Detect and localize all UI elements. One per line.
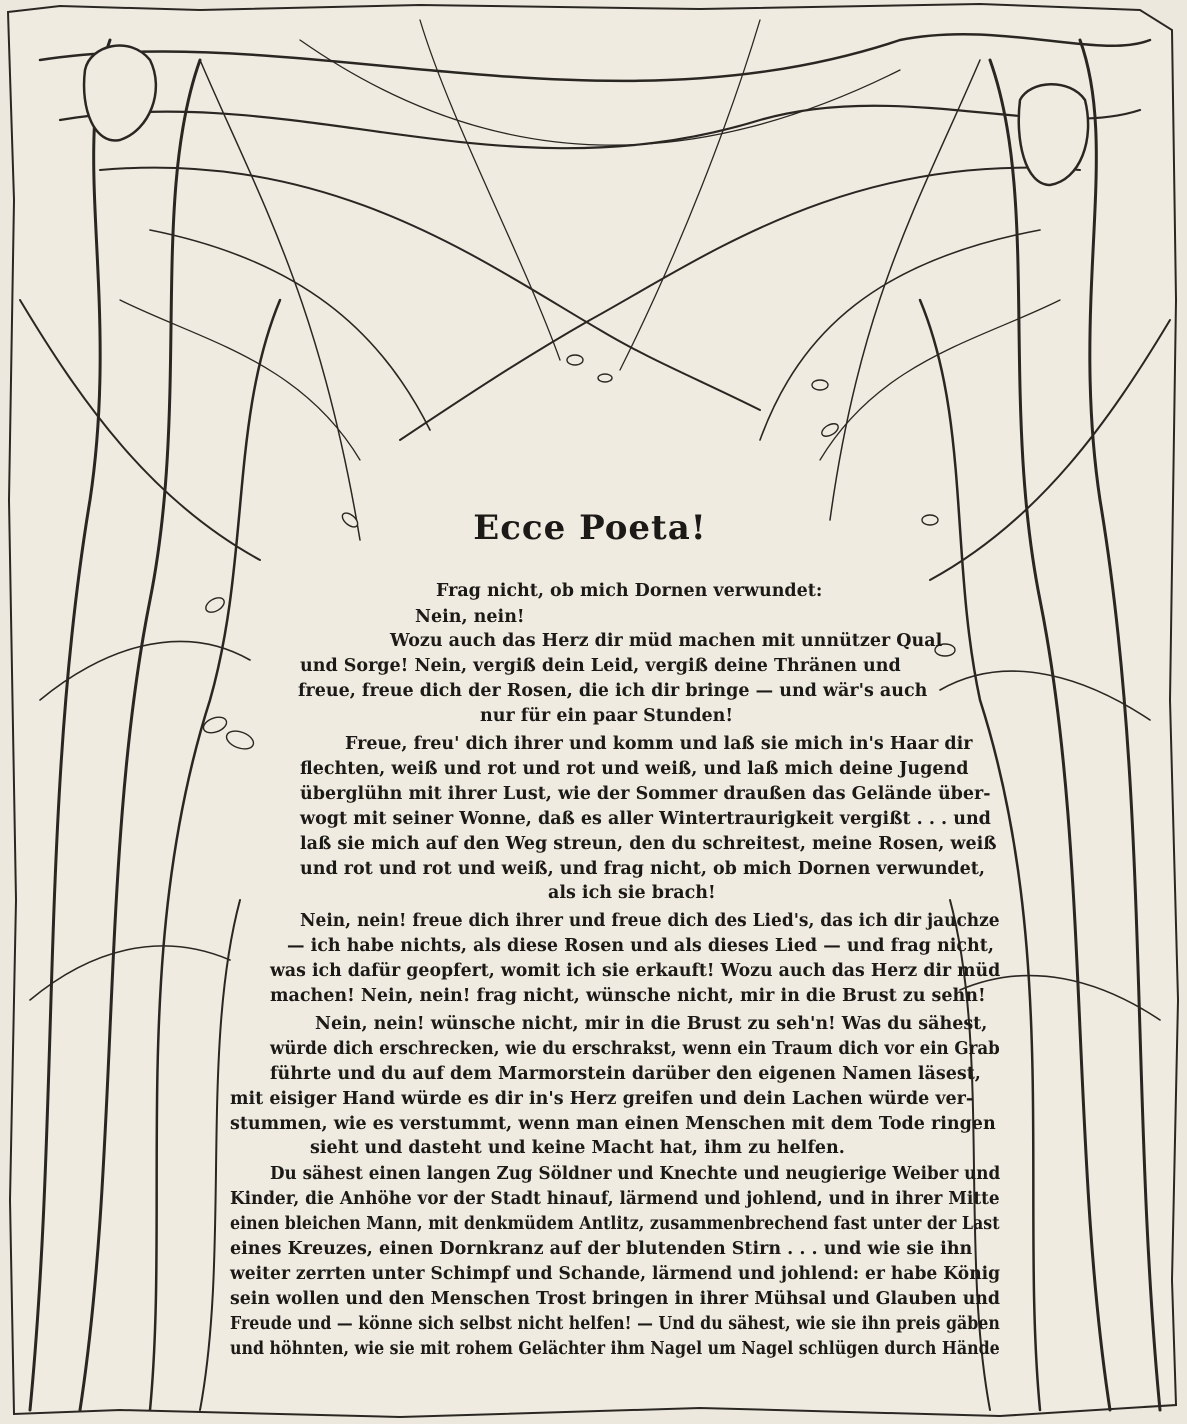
text-line: einen bleichen Mann, mit denkmüdem Antlitz, zusammenbrechend fast unter der Last [230,1214,1000,1234]
text-line: Du sähest einen langen Zug Söldner und Knechte und neugierige Weiber und [270,1164,1001,1184]
text-line: überglühn mit ihrer Lust, wie der Sommer draußen das Gelände über- [300,784,991,804]
text-line: weiter zerrten unter Schimpf und Schande, lärmend und johlend: er habe König [230,1264,1001,1284]
text-line: Frag nicht, ob mich Dornen verwundet: [436,581,823,601]
text-line: Nein, nein! [415,607,525,627]
text-line: — ich habe nichts, als diese Rosen und als dieses Lied — und frag nicht, [287,936,994,956]
text-line: und Sorge! Nein, vergiß dein Leid, vergiß deine Thränen und [300,656,901,676]
text-line: machen! Nein, nein! frag nicht, wünsche nicht, mir in die Brust zu sehn! [270,986,986,1006]
text-line: sieht und dasteht und keine Macht hat, ihm zu helfen. [310,1138,845,1158]
text-line: nur für ein paar Stunden! [480,706,734,726]
page-title: Ecce Poeta! [473,508,707,548]
text-line: mit eisiger Hand würde es dir in's Herz greifen und dein Lachen würde ver- [230,1089,974,1109]
text-line: Nein, nein! freue dich ihrer und freue dich des Lied's, das ich dir jauchze [300,911,1000,931]
text-line: stummen, wie es verstummt, wenn man einen Menschen mit dem Tode ringen [230,1114,996,1134]
text-line: sein wollen und den Menschen Trost bringen in ihrer Mühsal und Glauben und [230,1289,1001,1309]
text-line: Freue, freu' dich ihrer und komm und laß sie mich in's Haar dir [345,734,973,754]
text-line: würde dich erschrecken, wie du erschrakst, wenn ein Traum dich vor ein Grab [270,1039,1000,1059]
text-line: eines Kreuzes, einen Dornkranz auf der blutenden Stirn . . . und wie sie ihn [230,1239,973,1259]
text-line: Kinder, die Anhöhe vor der Stadt hinauf, lärmend und johlend, und in ihrer Mitte [230,1189,1000,1209]
text-line: wogt mit seiner Wonne, daß es aller Wintertraurigkeit vergißt . . . und [300,809,991,829]
text-line: Nein, nein! wünsche nicht, mir in die Brust zu seh'n! Was du sähest, [315,1014,988,1034]
text-line: und rot und rot und weiß, und frag nicht, ob mich Dornen verwundet, [300,859,985,879]
text-line: freue, freue dich der Rosen, die ich dir bringe — und wär's auch [298,681,928,701]
text-line: und höhnten, wie sie mit rohem Gelächter ihm Nagel um Nagel schlügen durch Hände [230,1339,1000,1359]
text-line: als ich sie brach! [548,883,716,903]
text-line: was ich dafür geopfert, womit ich sie erkauft! Wozu auch das Herz dir müd [270,961,1001,981]
text-line: flechten, weiß und rot und rot und weiß, und laß mich deine Jugend [300,759,969,779]
text-line: führte und du auf dem Marmorstein darüber den eigenen Namen läsest, [270,1064,981,1084]
text-line: Freude und — könne sich selbst nicht helfen! — Und du sähest, wie sie ihn preis gäben [230,1314,1000,1334]
text-line: laß sie mich auf den Weg streun, den du schreitest, meine Rosen, weiß [300,834,997,854]
text-line: Wozu auch das Herz dir müd machen mit unnützer Qual [390,631,943,651]
